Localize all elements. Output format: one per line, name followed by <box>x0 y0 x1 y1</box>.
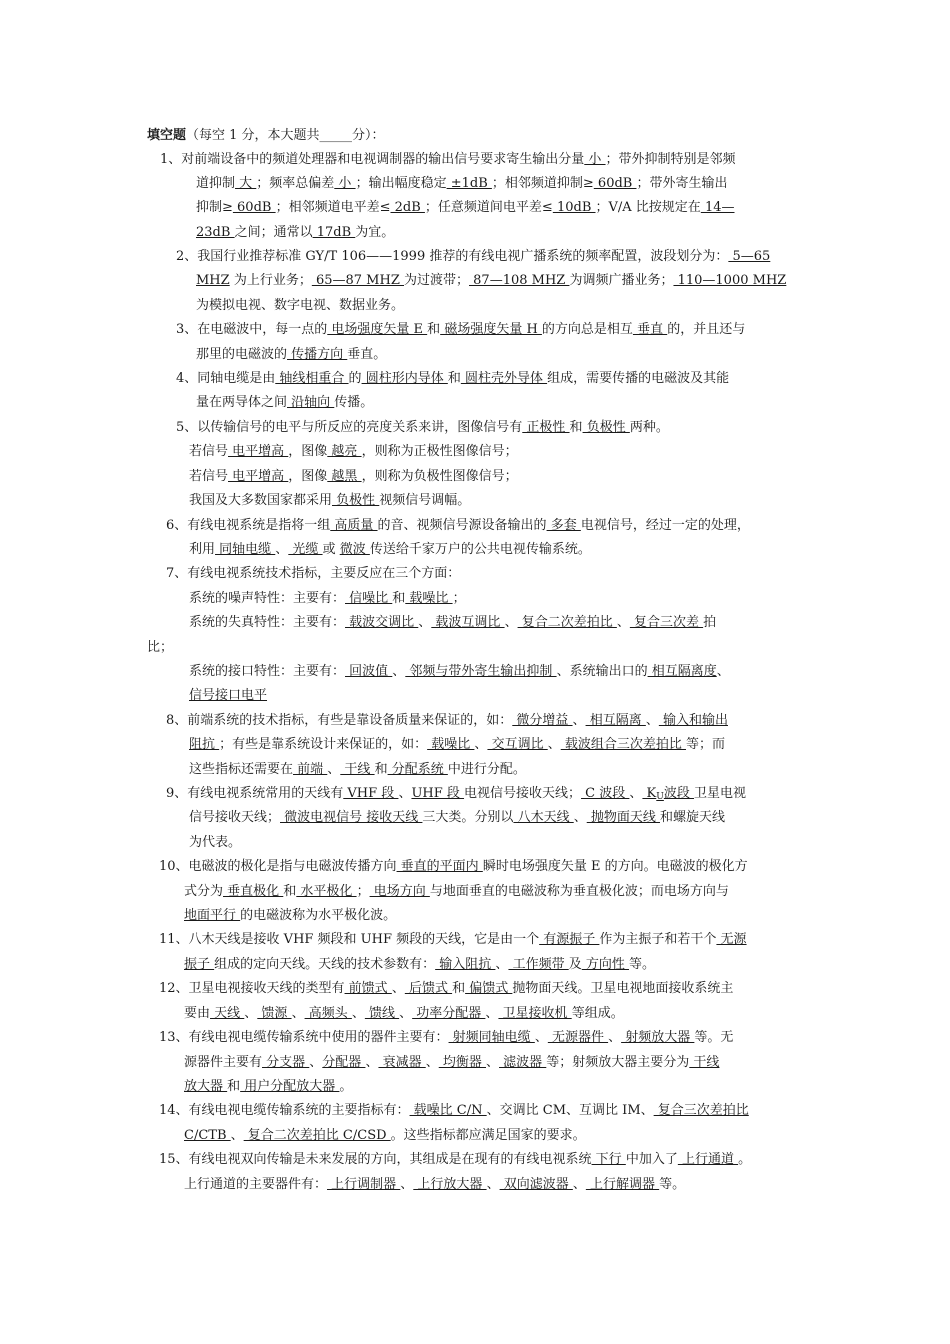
question-text: 2、我国行业推荐标准 GY/T 106——1999 推荐的有线电视广播系统的频率配置，波段划分为： <box>176 249 729 264</box>
text-line <box>189 664 730 680</box>
answer-blank: 圆柱形内导体 <box>361 371 448 386</box>
question-text: ，则称为负极性图像信号； <box>361 469 518 484</box>
question-text: 若信号 <box>189 444 229 459</box>
text-line <box>159 859 748 875</box>
question-text: 、 <box>716 664 730 679</box>
answer-blank: 用户分配放大器 <box>240 1079 340 1094</box>
answer-blank: 衰减器 <box>378 1055 426 1070</box>
question-text: 中进行分配。 <box>447 762 526 777</box>
question-text: 、 <box>391 981 405 996</box>
question-text: 、 <box>392 664 406 679</box>
question-text: 传播。 <box>334 395 374 410</box>
answer-blank: 复合三次差拍比 <box>653 1103 749 1118</box>
answer-blank: 功率分配器 <box>412 1006 486 1021</box>
question-text: 、 <box>399 1006 413 1021</box>
answer-blank: 分配器 <box>322 1055 366 1070</box>
question-text: 、 <box>486 1055 500 1070</box>
question-text: 3、在电磁波中，每一点的 <box>176 322 328 337</box>
answer-blank: 均衡器 <box>438 1055 486 1070</box>
subscript-text: U <box>656 792 664 802</box>
question-text: 我国及大多数国家都采用 <box>189 493 333 508</box>
question-text: 两种。 <box>629 420 669 435</box>
answer-blank: 载噪比 <box>427 737 475 752</box>
answer-blank: 射频放大器 <box>621 1030 695 1045</box>
text-line <box>184 1128 586 1144</box>
answer-blank: 上行通道 <box>677 1152 739 1167</box>
answer-blank: 载波交调比 <box>345 615 419 630</box>
question-text: 这些指标还需要在 <box>189 762 294 777</box>
answer-blank: 地面平行 <box>184 908 241 923</box>
question-text: 和 <box>374 762 388 777</box>
answer-blank: 前馈式 <box>344 981 392 996</box>
text-line <box>189 737 725 753</box>
answer-blank: 上行调制器 <box>327 1177 401 1192</box>
question-text: 电视信号接收天线； <box>464 786 582 801</box>
question-text: 、 <box>230 1128 244 1143</box>
text-line <box>176 249 770 265</box>
question-text: 和螺旋天线 <box>659 810 725 825</box>
question-text: 、系统输出口的 <box>556 664 648 679</box>
answer-blank: 电场强度矢量 E <box>327 322 428 337</box>
answer-blank: 越黑 <box>327 469 362 484</box>
question-text: 等。 <box>628 957 655 972</box>
answer-blank: 复合二次差拍比 C/CSD <box>243 1128 391 1143</box>
answer-blank: 载波组合三次差拍比 <box>560 737 686 752</box>
question-text: 利用 <box>189 542 216 557</box>
answer-blank: 下行 <box>591 1152 626 1167</box>
text-line <box>196 200 735 216</box>
question-text: 、 <box>534 1030 548 1045</box>
answer-blank: 14— <box>700 200 735 215</box>
question-text: 为过渡带； <box>404 273 470 288</box>
question-text: 系统的接口特性：主要有： <box>189 664 346 679</box>
answer-blank: 振子 <box>184 957 215 972</box>
question-text: ； <box>356 884 370 899</box>
question-text: ；有些是靠系统设计来保证的，如： <box>219 737 428 752</box>
text-line <box>176 371 729 387</box>
answer-blank: 上行放大器 <box>413 1177 487 1192</box>
question-text: 11、八木天线是接收 VHF 频段和 UHF 频段的天线，它是由一个 <box>159 932 540 947</box>
text-line <box>189 615 716 631</box>
question-text: 为上行业务； <box>229 273 312 288</box>
question-text: 等。无 <box>694 1030 734 1045</box>
answer-blank: 高频头 <box>304 1006 352 1021</box>
question-text: 信号接收天线； <box>189 810 281 825</box>
answer-blank: 多套 <box>546 518 581 533</box>
question-text: 的方向总是相互 <box>541 322 633 337</box>
answer-blank: 负极性 <box>332 493 380 508</box>
answer-blank: 载波互调比 <box>431 615 505 630</box>
question-text: 源器件主要有 <box>184 1055 263 1070</box>
answer-blank: 传播方向 <box>287 347 348 362</box>
question-text: 14、有线电视电缆传输系统的主要指标有： <box>159 1103 410 1118</box>
question-text: 8、前端系统的技术指标，有些是靠设备质量来保证的，如： <box>166 713 513 728</box>
answer-blank: 方向性 <box>581 957 629 972</box>
question-text: 和 <box>427 322 441 337</box>
question-text: 若信号 <box>189 469 229 484</box>
question-text: 与地面垂直的电磁波称为垂直极化波；而电场方向与 <box>429 884 729 899</box>
question-text: 、 <box>474 737 488 752</box>
answer-blank: 微波 <box>339 542 370 557</box>
text-line <box>184 884 729 900</box>
answer-blank: 卫星接收机 <box>498 1006 572 1021</box>
question-text: 6、有线电视系统是指将一组 <box>166 518 331 533</box>
section-heading <box>147 128 385 144</box>
answer-blank: 正极性 <box>522 420 570 435</box>
answer-blank: 轴线相重合 <box>275 371 349 386</box>
answer-blank: 抛物面天线 <box>586 810 660 825</box>
question-text: 和 <box>447 371 461 386</box>
question-text: ；频率总偏差 <box>256 176 335 191</box>
question-text: 卫星电视 <box>694 786 747 801</box>
text-line <box>184 1177 685 1193</box>
question-text: 组成的定向天线。天线的技术参数有： <box>214 957 436 972</box>
answer-blank: 87—108 MHZ <box>469 273 570 288</box>
heading-title: 填空题 <box>147 128 187 143</box>
answer-blank: 小 <box>584 152 606 167</box>
answer-blank: C 波段 <box>581 786 630 801</box>
answer-blank: 复合二次差拍比 <box>517 615 617 630</box>
question-text: 1、对前端设备中的频道处理器和电视调制器的输出信号要求寄生输出分量 <box>160 152 585 167</box>
question-text: 、 <box>327 762 341 777</box>
text-line <box>184 908 396 924</box>
answer-blank: 干线 <box>689 1055 720 1070</box>
question-text: 15、有线电视双向传输是未来发展的方向，其组成是在现有的有线电视系统 <box>159 1152 592 1167</box>
question-text: 的音、视频信号源设备输出的 <box>377 518 547 533</box>
answer-blank: 输入阻抗 <box>435 957 496 972</box>
text-line <box>189 688 267 704</box>
answer-blank: 滤波器 <box>499 1055 547 1070</box>
text-line <box>189 469 518 485</box>
text-line <box>189 444 518 460</box>
question-text: 、 <box>573 810 587 825</box>
answer-blank: 复合三次差 <box>629 615 704 630</box>
text-line <box>160 152 736 168</box>
answer-blank: 偏馈式 <box>465 981 513 996</box>
question-text: 拍 <box>703 615 717 630</box>
answer-blank: 上行解调器 <box>585 1177 660 1192</box>
answer-blank: 输入和输出 <box>658 713 728 728</box>
text-line <box>159 1152 751 1168</box>
text-line <box>196 176 728 192</box>
question-text: 、 <box>608 1030 622 1045</box>
answer-blank: 放大器 <box>184 1079 228 1094</box>
question-text: 道抑制 <box>196 176 236 191</box>
answer-blank: 回波值 <box>345 664 393 679</box>
answer-blank: 工作频带 <box>508 957 569 972</box>
question-text: 量在两导体之间 <box>196 395 288 410</box>
answer-blank: 电场方向 <box>369 884 430 899</box>
question-text: ，则称为正极性图像信号； <box>361 444 518 459</box>
text-line <box>166 566 460 582</box>
answer-blank: 无源器件 <box>547 1030 609 1045</box>
question-text: 10、电磁波的极化是指与电磁波传播方向 <box>159 859 397 874</box>
question-text: 那里的电磁波的 <box>196 347 288 362</box>
text-line <box>159 981 733 997</box>
answer-blank: 相互隔离 <box>585 713 646 728</box>
answer-blank: 信噪比 <box>345 591 393 606</box>
text-line <box>176 420 669 436</box>
answer-blank: 光缆 <box>288 542 323 557</box>
text-line <box>159 1030 733 1046</box>
answer-blank: MHZ <box>196 273 230 288</box>
answer-blank: 无源 <box>716 932 747 947</box>
answer-blank: 越亮 <box>327 444 362 459</box>
text-line <box>189 591 466 607</box>
text-line <box>166 518 750 534</box>
question-text: 。 <box>339 1079 353 1094</box>
answer-blank: 65—87 MHZ <box>311 273 404 288</box>
question-text: 和 <box>227 1079 241 1094</box>
question-text: 垂直。 <box>347 347 387 362</box>
question-text: 电视信号，经过一定的处理， <box>580 518 750 533</box>
question-text: 、 <box>365 1055 379 1070</box>
answer-blank: 后馈式 <box>404 981 453 996</box>
answer-blank: 17dB <box>312 225 356 240</box>
question-text: 为调频广播业务； <box>569 273 674 288</box>
text-line <box>166 713 728 729</box>
heading-note: （每空 1 分，本大题共_____分）： <box>186 128 385 143</box>
answer-blank: 同轴电缆 <box>215 542 276 557</box>
answer-blank: 110—1000 MHZ <box>673 273 787 288</box>
answer-blank: 沿轴向 <box>287 395 335 410</box>
question-text: 、 <box>616 615 630 630</box>
answer-blank: 馈线 <box>364 1006 400 1021</box>
text-line <box>176 322 745 338</box>
question-text: ；相邻频道抑制≥ <box>491 176 594 191</box>
text-line <box>189 542 591 558</box>
question-text: 之间；通常以 <box>234 225 313 240</box>
question-text: 为宜。 <box>355 225 395 240</box>
question-text: ；V/A 比按规定在 <box>595 200 701 215</box>
question-text: 等；而 <box>685 737 725 752</box>
question-text: 和 <box>569 420 583 435</box>
answer-blank: 高质量 <box>330 518 378 533</box>
answer-blank: 2dB <box>390 200 425 215</box>
question-text: 比； <box>147 640 174 655</box>
answer-blank: 电平增高 <box>228 469 289 484</box>
question-text: 、 <box>547 737 561 752</box>
question-text: 式分为 <box>184 884 224 899</box>
question-text: 系统的失真特性：主要有： <box>189 615 346 630</box>
answer-blank: C/CTB <box>184 1128 231 1143</box>
answer-blank: 水平极化 <box>296 884 357 899</box>
answer-blank: 大 <box>235 176 257 191</box>
question-text: 和 <box>283 884 297 899</box>
answer-blank: 相互隔离度 <box>647 664 717 679</box>
answer-blank: 信号接口电平 <box>189 688 268 703</box>
text-line <box>189 493 470 509</box>
answer-blank: 60dB <box>593 176 637 191</box>
question-text: 、 <box>244 1006 258 1021</box>
question-text: 13、有线电视电缆传输系统中使用的器件主要有： <box>159 1030 449 1045</box>
answer-blank: 圆柱壳外导体 <box>460 371 548 386</box>
answer-blank: 交互调比 <box>487 737 548 752</box>
question-text: 。这些指标都应满足国家的要求。 <box>390 1128 586 1143</box>
text-line <box>196 273 786 289</box>
question-text: 、 <box>572 1177 586 1192</box>
question-text: 、 <box>645 713 659 728</box>
question-text: 、 <box>309 1055 323 1070</box>
answer-blank: 天线 <box>210 1006 245 1021</box>
question-text: ；相邻频道电平差≤ <box>275 200 391 215</box>
question-text: 或 <box>322 542 340 557</box>
answer-blank: 微分增益 <box>512 713 573 728</box>
text-line <box>189 835 241 851</box>
question-text: 、 <box>418 615 432 630</box>
answer-blank: 载噪比 C/N <box>409 1103 487 1118</box>
answer-blank: 双向滤波器 <box>499 1177 573 1192</box>
answer-blank: 5—65 <box>728 249 771 264</box>
answer-blank: 垂直的平面内 <box>396 859 483 874</box>
question-text: 、 <box>400 1177 414 1192</box>
text-line <box>189 810 725 826</box>
question-text: 。 <box>738 1152 752 1167</box>
answer-blank: 波段 <box>663 786 695 801</box>
question-text: 抛物面天线。卫星电视地面接收系统主 <box>512 981 734 996</box>
question-text: ；输出幅度稳定 <box>355 176 447 191</box>
answer-blank: 阻抗 <box>189 737 220 752</box>
answer-blank: 前端 <box>293 762 328 777</box>
text-line <box>196 347 386 363</box>
text-line <box>184 1006 624 1022</box>
question-text: 视频信号调幅。 <box>379 493 471 508</box>
answer-blank: 负极性 <box>582 420 630 435</box>
question-text: 5、以传输信号的电平与所反应的亮度关系来讲，图像信号有 <box>176 420 523 435</box>
question-text: 组成，需要传播的电磁波及其能 <box>547 371 730 386</box>
text-line <box>196 225 394 241</box>
text-line <box>196 298 404 314</box>
question-text: 的 <box>348 371 362 386</box>
question-text: 及 <box>568 957 582 972</box>
answer-blank: UHF 段 <box>411 786 465 801</box>
question-text: ； <box>452 591 466 606</box>
question-text: ，图像 <box>288 444 328 459</box>
question-text: ；带外寄生输出 <box>636 176 728 191</box>
question-text: 的，并且还与 <box>667 322 746 337</box>
text-line <box>166 786 746 805</box>
text-line <box>184 957 655 973</box>
question-text: 为模拟电视、数字电视、数据业务。 <box>196 298 405 313</box>
question-text: 上行通道的主要器件有： <box>184 1177 328 1192</box>
question-text: 、 <box>275 542 289 557</box>
answer-blank: 邻频与带外寄生输出抑制 <box>405 664 557 679</box>
text-line <box>196 395 373 411</box>
question-text: 系统的噪声特性：主要有： <box>189 591 346 606</box>
answer-blank: 垂直极化 <box>223 884 284 899</box>
question-text: 、 <box>504 615 518 630</box>
question-text: 12、卫星电视接收天线的类型有 <box>159 981 345 996</box>
question-text: 和 <box>392 591 406 606</box>
answer-blank: 干线 <box>340 762 375 777</box>
question-text: 传送给千家万户的公共电视传输系统。 <box>369 542 591 557</box>
answer-blank: 磁场强度矢量 H <box>440 322 542 337</box>
answer-blank: VHF 段 <box>343 786 399 801</box>
question-text: 、 <box>351 1006 365 1021</box>
question-text: 的电磁波称为水平极化波。 <box>240 908 397 923</box>
question-text: ，图像 <box>288 469 328 484</box>
text-line <box>184 1079 352 1095</box>
question-text: 、 <box>485 1006 499 1021</box>
answer-blank: 有源振子 <box>539 932 600 947</box>
question-text: 、 <box>572 713 586 728</box>
question-text: 、 <box>398 786 412 801</box>
answer-blank: K <box>642 786 657 801</box>
question-text: 要由 <box>184 1006 211 1021</box>
question-text: 7、有线电视系统技术指标，主要反应在三个方面： <box>166 566 461 581</box>
answer-blank: 10dB <box>552 200 596 215</box>
question-text: 等组成。 <box>571 1006 624 1021</box>
question-text: 9、有线电视系统常用的天线有 <box>166 786 344 801</box>
question-text: 、 <box>495 957 509 972</box>
question-text: 瞬时电场强度矢量 E 的方向。电磁波的极化方 <box>482 859 748 874</box>
answer-blank: 分支器 <box>262 1055 310 1070</box>
question-text: 作为主振子和若干个 <box>599 932 717 947</box>
question-text: 、交调比 CM、互调比 IM、 <box>486 1103 654 1118</box>
question-text: 三大类。分别以 <box>422 810 514 825</box>
answer-blank: 23dB <box>196 225 235 240</box>
answer-blank: 八木天线 <box>513 810 574 825</box>
question-text: 抑制≥ <box>196 200 233 215</box>
question-text: 等。 <box>659 1177 686 1192</box>
question-text: 、 <box>291 1006 305 1021</box>
question-text: 和 <box>452 981 466 996</box>
answer-blank: ±1dB <box>446 176 492 191</box>
answer-blank: 60dB <box>232 200 276 215</box>
question-text: 为代表。 <box>189 835 242 850</box>
text-line <box>147 640 173 656</box>
text-line <box>159 1103 749 1119</box>
question-text: 等；射频放大器主要分为 <box>546 1055 690 1070</box>
question-text: ；任意频道间电平差≤ <box>424 200 553 215</box>
text-line <box>184 1055 719 1071</box>
answer-blank: 微波电视信号 接收天线 <box>280 810 423 825</box>
question-text: 中加入了 <box>625 1152 678 1167</box>
answer-blank: 垂直 <box>632 322 668 337</box>
question-text: 、 <box>425 1055 439 1070</box>
answer-blank: 载噪比 <box>405 591 453 606</box>
answer-blank: 分配系统 <box>387 762 448 777</box>
question-text: 4、同轴电缆是由 <box>176 371 276 386</box>
answer-blank: 小 <box>334 176 356 191</box>
question-text: 、 <box>486 1177 500 1192</box>
text-line <box>159 932 747 948</box>
answer-blank: 电平增高 <box>228 444 289 459</box>
question-text: 、 <box>629 786 643 801</box>
answer-blank: 馈源 <box>257 1006 292 1021</box>
answer-blank: 射频同轴电缆 <box>448 1030 535 1045</box>
question-text: ；带外抑制特别是邻频 <box>605 152 736 167</box>
text-line <box>189 762 526 778</box>
